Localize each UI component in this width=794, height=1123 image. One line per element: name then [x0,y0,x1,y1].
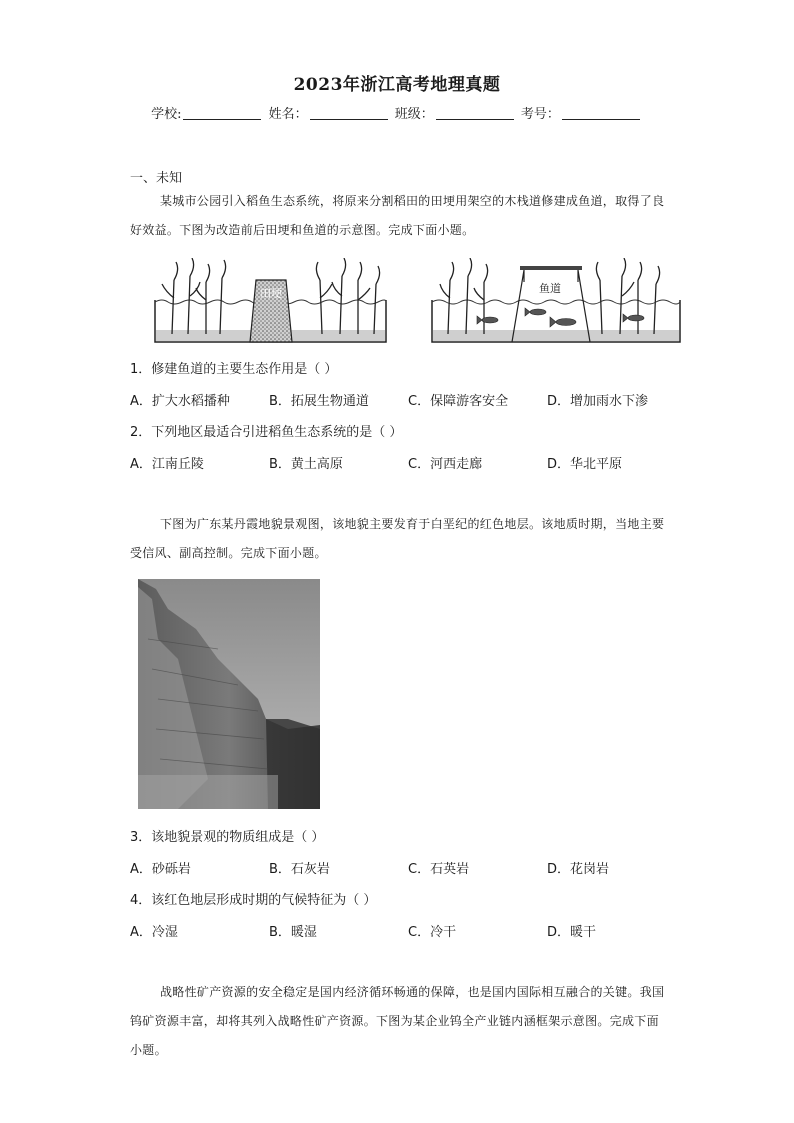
ridge-label: 田埂 [260,287,282,300]
school-label: 学校: [151,107,182,122]
q3-option-b[interactable]: B．石灰岩 [269,862,330,877]
question-1-options [130,390,690,409]
q4-option-d[interactable]: D．暖干 [547,925,597,940]
q2-option-c[interactable]: C．河西走廊 [408,457,483,472]
after-panel [432,258,680,342]
name-blank[interactable] [310,107,388,120]
question-3-options [130,858,690,877]
class-blank[interactable] [436,107,514,120]
q4-option-c[interactable]: C．冷干 [408,925,457,940]
before-panel [155,258,386,342]
q2-option-b[interactable]: B．黄土高原 [269,457,343,472]
q2-option-a[interactable]: A．江南丘陵 [130,457,204,472]
q1-option-d[interactable]: D．增加雨水下渗 [547,394,649,409]
q4-option-b[interactable]: B．暖湿 [269,925,317,940]
school-blank[interactable] [183,107,261,120]
student-info-line [0,103,794,122]
q3-option-c[interactable]: C．石英岩 [408,862,470,877]
q2-option-d[interactable]: D．华北平原 [547,457,623,472]
question-2-options [130,453,690,472]
question-3-stem: 3．该地貌景观的物质组成是（ ） [130,830,325,845]
q3-option-d[interactable]: D．花岗岩 [547,862,610,877]
exam-number-blank[interactable] [562,107,640,120]
q3-option-a[interactable]: A．砂砾岩 [130,862,191,877]
question-2-stem: 2．下列地区最适合引进稻鱼生态系统的是（ ） [130,425,403,440]
page-title: 2023年浙江高考地理真题 [293,75,501,95]
name-label: 姓名： [268,107,308,122]
exam-number-label: 考号： [520,107,560,122]
question-1-stem: 1．修建鱼道的主要生态作用是（ ） [130,362,338,377]
ridge-fishway-diagram [150,258,690,350]
q1-option-a[interactable]: A．扩大水稻播种 [130,394,230,409]
passage-1: 某城市公园引入稻鱼生态系统，将原来分割稻田的田埂用架空的木栈道修建成鱼道，取得了良好效益。下图为改造前后田埂和鱼道的示意图。完成下面小题。 [130,194,665,237]
q1-option-c[interactable]: C．保障游客安全 [408,394,509,409]
danxia-landform-photo [138,579,320,809]
question-4-options [130,921,690,940]
q1-option-b[interactable]: B．拓展生物通道 [269,394,369,409]
fishway-label: 鱼道 [539,282,561,295]
section-heading: 一、未知 [130,171,183,186]
passage-2: 下图为广东某丹霞地貌景观图，该地貌主要发育于白垩纪的红色地层。该地质时期，当地主要受信风、副高控制。完成下面小题。 [130,517,665,560]
q4-option-a[interactable]: A．冷湿 [130,925,178,940]
class-label: 班级： [394,107,434,122]
question-4-stem: 4．该红色地层形成时期的气候特征为（ ） [130,893,377,908]
passage-3: 战略性矿产资源的安全稳定是国内经济循环畅通的保障，也是国内国际相互融合的关键。我国钨矿资源丰富，却将其列入战略性矿产资源。下图为某企业钨全产业链内涵框架示意图。完成下面小题。 [130,985,665,1057]
